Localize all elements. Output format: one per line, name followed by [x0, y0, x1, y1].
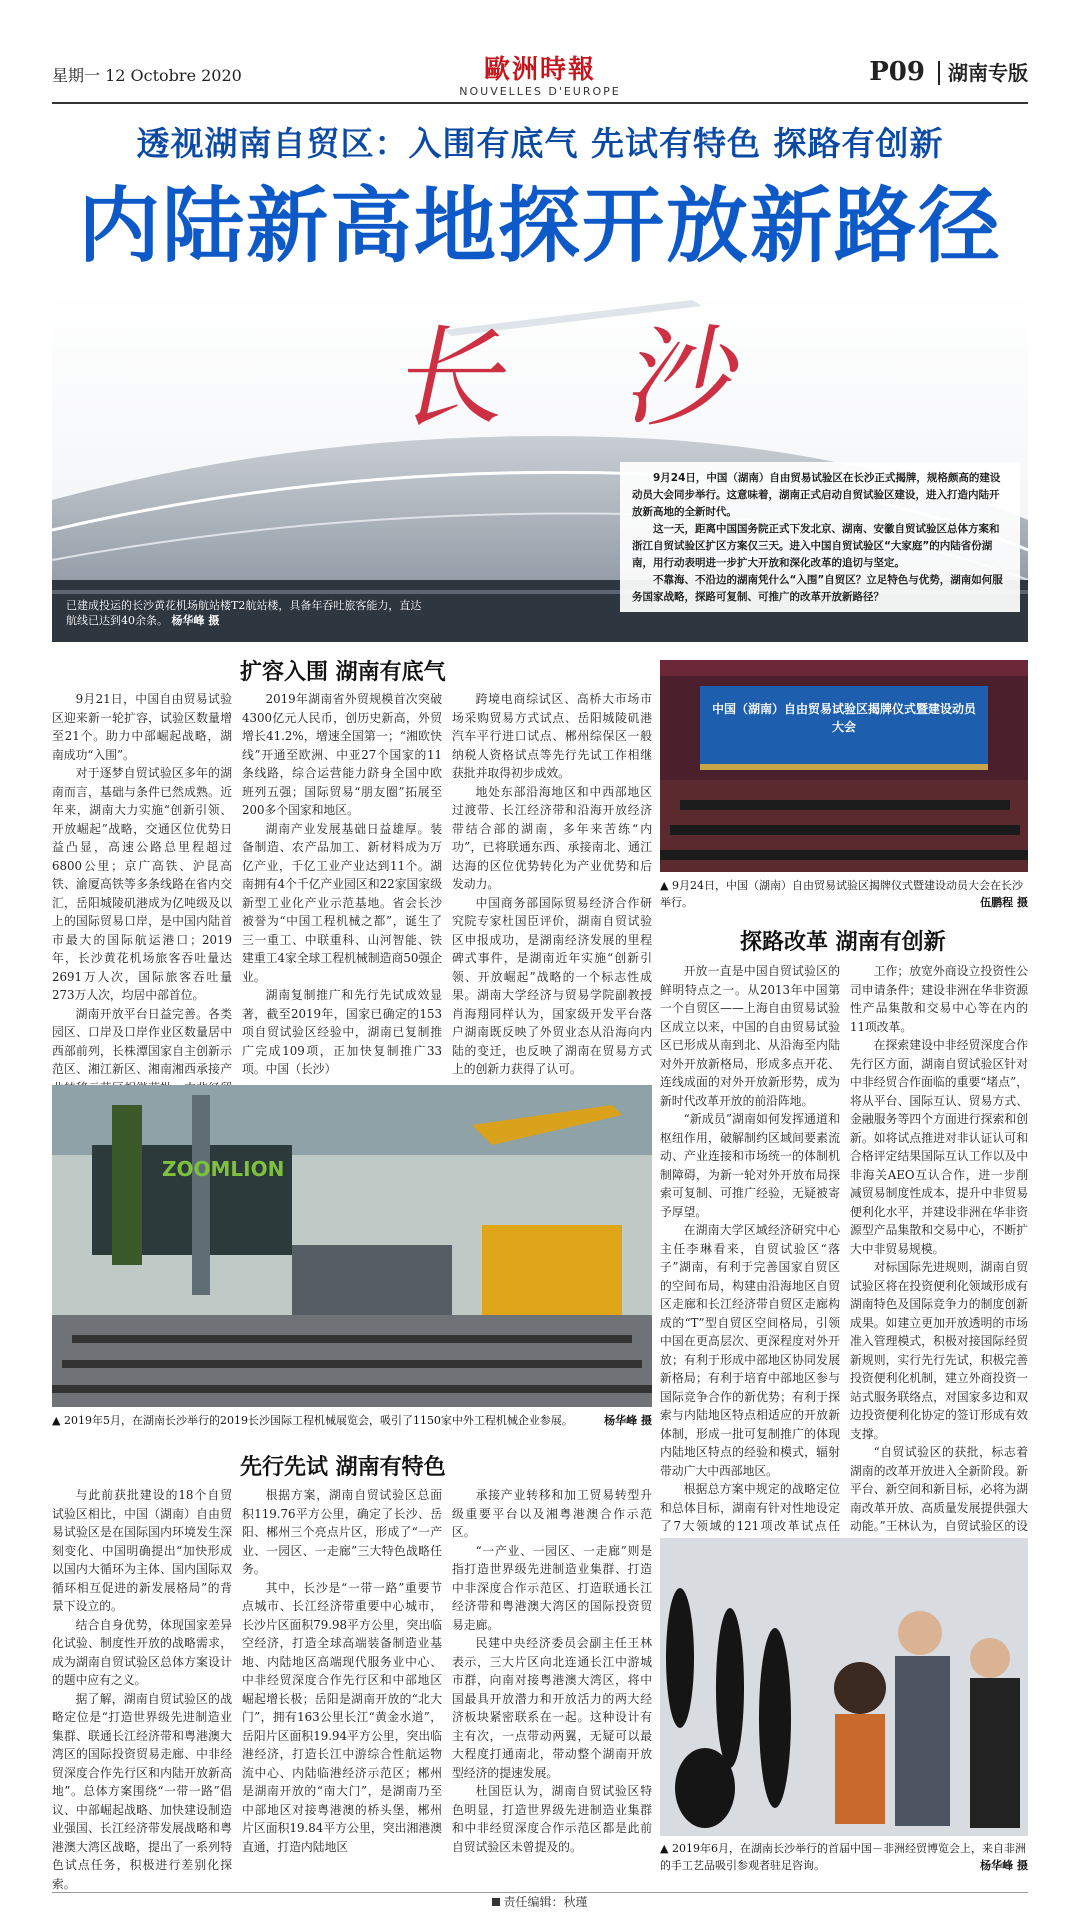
section-title-reform: 探路改革 湖南有创新: [740, 930, 946, 955]
article-column: [660, 962, 840, 1591]
paragraph: 湖南产业发展基础日益雄厚。装备制造、农产品加工、新材料成为万亿产业，千亿工业产业达到11个。湖南拥有4个千亿产业园区和22家国家级新型工业化产业示范基地。省会长沙被誉为“中国工程机械之都”，诞生了三一重工、中联重科、山河智能、铁建重工4家全球工程机械制造商50强企业。: [242, 821, 442, 984]
paragraph: “自贸试验区的获批，标志着湖南的改革开放进入全新阶段。新平台、新空间和新目标，必将为湖南改革开放、高质量发展提供强大动能。”王林认为，自贸试验区的设: [850, 1445, 1028, 1533]
masthead-divider: [52, 102, 1028, 104]
editor-credit: 责任编辑：秋瑾: [503, 1895, 588, 1909]
expo-photo-credit: 杨华峰 摄: [604, 1414, 652, 1427]
page-info: [869, 57, 1028, 87]
lead-paragraph: 这一天，距离中国国务院正式下发北京、湖南、安徽自贸试验区总体方案和浙江自贸试验区扩区方案仅三天。进入中国自贸试验区“大家庭”的内陆省份湖南，用行动表明进一步扩大开放和深化改革的追切与坚定。: [632, 523, 1000, 569]
paragraph: 跨境电商综试区、高桥大市场市场采购贸易方式试点、岳阳城陵矶港汽车平行进口试点、郴州综保区一般纳税人资格试点等先行先试工作相继获批并取得初步成效。: [452, 692, 652, 780]
section-name: 湖南专版: [938, 61, 1028, 85]
logo-subtitle: NOUVELLES D'EUROPE: [459, 85, 621, 98]
sub-headline: 透视湖南自贸区：入围有底气 先试有特色 探路有创新: [136, 124, 944, 163]
paragraph: 民建中央经济委员会副主任王林表示，三大片区向北连通长江中游城市群，向南对接粤港澳大湾区，将中国最具开放潜力和开放活力的两大经济板块紧密联系在一起。这种设计有主有次，一点带动两翼，无疑可以最大程度打通南北，带动整个湖南开放型经济的提速发展。: [452, 1636, 652, 1780]
paragraph: 湖南开放平台日益完善。各类园区、口岸及口岸作业区数量居中西部前列，长株潭国家自主创新示范区、湘江新区、湘南湘西承接产: [52, 1006, 232, 1076]
paragraph: 对于逐梦自贸试验区多年的湖南而言，基础与条件已然成熟。近年来，湖南大力实施“创新引领、开放崛起”战略，交通区位优势日益凸显，高速公路总里程超过6800公里；京广高铁、沪昆高铁、渝厦高铁等多条线路在省内交汇，岳阳城陵矶港成为亿吨级及以上的国际贸易口岸，是中国内陆首市最大的国际航运港口；2019年，长沙黄花机场旅客吞吐量达2691万人次，国际旅客吞吐量273万人次，均居中部首位。: [52, 766, 232, 1002]
newspaper-logo: [440, 55, 640, 98]
paragraph: 对标国际先进规则，湖南自贸试验区将在投资便利化领域形成有湖南特色及国际竞争力的制度创新成果。如建立更加开放透明的市场准入管理模式，积极对接国际经贸新规则，实行先行先试，积极完善投资便利化机制，建立外商投资一站式服务联络点，对国家多边和双边投资便利化协定的签订形成有效支撑。: [850, 1260, 1028, 1441]
paragraph: 开放一直是中国自贸试验区的鲜明特点之一。从2013年中国第一个自贸区——上海自由贸易试验区成立以来，中国的自由贸易试验区已形成从南到北、从沿海至内陆对外开放新格局，形成多点开花、连线成面的对外开放新形势，成为新时代改革开放的前沿阵地。: [660, 964, 840, 1108]
paragraph: 地处东部沿海地区和中西部地区过渡带、长江经济带和沿海开放经济带结合部的湖南，多年来苦练“内功”，已将联通东西、承接南北、通江达海的区位优势转化为产业优势和后发动力。: [452, 784, 652, 891]
article-column: [452, 1486, 652, 1856]
africa-expo-caption: ▲ 2019年6月，在湖南长沙举行的首届中国－非洲经贸博览会上，来自非洲的手工艺品吸引参观者驻足咨询。 杨华峰 摄: [660, 1842, 1028, 1872]
paragraph: 湖南复制推广和先行先试成效显著，截至2019年，国家已确定的153项自贸试验区经验中，湖南已复制推广完成109项，正加快复制推广33项。中国（长沙）: [242, 988, 442, 1076]
paragraph: 在湖南大学区域经济研究中心主任李琳看来，自贸试验区“落子”湖南，有利于完善国家自贸区的空间布局，构建由沿海地区自贸区走廊和长江经济带自贸区走廊构成的“T”型自贸区空间格局，引领中国在更高层次、更深程度对外开放；有利于形成中部地区协同发展新格局；有利于培育中部地区参与国际竞争合作的新优势；有利于探索与内陆地区特点相适应的开放新体制，形成一批可复制推广的体现内陆地区特点的经验和模式，辐射带动广大中西部地区。: [660, 1223, 840, 1478]
africa-expo-illustration: [660, 1538, 1028, 1836]
machinery-expo-photo: [52, 1085, 652, 1407]
paragraph: 结合自身优势，体现国家差异化试验、制度性开放的战略需求，成为湖南自贸试验区总体方案设计的题中应有之义。: [52, 1617, 232, 1687]
lead-paragraph: 9月24日，中国（湖南）自由贸易试验区在长沙正式揭牌，规格颇高的建设动员大会同步举行。这意味着，湖南正式启动自贸试验区建设，进入打造内陆开放新高地的全新时代。: [632, 472, 1001, 518]
conference-banner-text: 中国（湖南）自由贸易试验区揭牌仪式暨建设动员大会: [711, 702, 976, 734]
square-bullet-icon: [492, 1898, 500, 1906]
changsha-calligraphy: 长沙: [386, 314, 874, 442]
conference-illustration: [660, 660, 1028, 872]
hero-photo-credit: 杨华峰 摄: [171, 614, 220, 627]
issue-date: 星期一 12 Octobre 2020: [52, 66, 242, 85]
hero-photo: [52, 290, 1028, 642]
paragraph: 承接产业转移和加工贸易转型升级重要平台以及湘粤港澳合作示范区。: [452, 1488, 652, 1539]
paragraph: 根据方案，湖南自贸试验区总面积119.76平方公里，确定了长沙、岳阳、郴州三个亮点片区，形成了“一产业、一园区、一走廊”三大特色战略任务。: [242, 1488, 442, 1576]
article-column: [850, 962, 1028, 1610]
article-column: [242, 1486, 442, 1856]
page-number: P09: [869, 57, 925, 87]
lead-summary-box: [620, 462, 1020, 612]
article-column: [52, 690, 232, 1116]
paragraph: 9月21日，中国自由贸易试验区迎来新一轮扩容，试验区数量增至21个。助力中部崛起战略，湖南成功“入围”。: [52, 692, 232, 762]
africa-expo-photo: [660, 1538, 1028, 1836]
section-title-pilot: 先行先试 湖南有特色: [240, 1455, 446, 1480]
paragraph: 杜国臣认为，湖南自贸试验区特色明显，打造世界级先进制造业集群和中非经贸深度合作示范区都是此前自贸试验区未曾提及的。: [452, 1784, 652, 1854]
hero-caption: 已建成投运的长沙黄花机场航站楼T2航站楼，具备年吞吐旅客能力，直达航线已达到40余条。 杨华峰 摄: [66, 599, 422, 627]
section-title-expansion: 扩容入围 湖南有底气: [240, 660, 446, 685]
paragraph: 工作；放宽外商设立投资性公司申请条件；建设非洲在华非资源性产品集散和交易中心等在内的11项改革。: [850, 964, 1028, 1034]
conference-photo: [660, 660, 1028, 872]
africa-photo-credit: 杨华峰 摄: [980, 1859, 1028, 1872]
expo-caption: ▲ 2019年5月，在湖南长沙举行的2019长沙国际工程机械展览会，吸引了1150家中外工程机械企业参展。 杨华峰 摄: [52, 1414, 652, 1427]
zoomlion-sign: ZOOMLION: [162, 1157, 285, 1181]
lead-paragraph: 不靠海、不沿边的湖南凭什么“入围”自贸区？立足特色与优势，湖南如何服务国家战略，探路可复制、可推广的改革开放新路径？: [632, 574, 1003, 603]
main-headline: 内陆新高地探开放新路径: [77, 179, 1002, 274]
expo-illustration: [52, 1085, 652, 1407]
paragraph: 中国商务部国际贸易经济合作研究院专家杜国臣评价，湖南自贸试验区申报成功，是湖南经济发展的里程碑式事件，是湖南近年实施“创新引领、开放崛起”战略的一个标志性成果。湖南大学经济与贸易学院副教授肖海翔同样认为，国家级开发平台落户湖南既反映了外贸业态从沿海向内陆的变迁，也反映了湖南在贸易方式上的创新力获得了认可。: [452, 895, 652, 1076]
paragraph: 2019年湖南省外贸规模首次突破4300亿元人民币，创历史新高，外贸增长41.2%，增速全国第一；“湘欧快线”开通至欧洲、中亚27个国家的11条线路，综合运营能力跻身全国中欧班列五强；国际贸易“朋友圈”拓展至200多个国家和地区。: [242, 692, 442, 817]
article-column: [242, 690, 442, 1079]
footer: [0, 1893, 1080, 1910]
paragraph: 与此前获批建设的18个自贸试验区相比，中国（湖南）自由贸易试验区是在国际国内环境发生深刻变化、中国明确提出“加快形成以国内大循环为主体、国内国际双循环相互促进的新发展格局”的背景下设立的。: [52, 1488, 232, 1613]
paragraph: “新成员”湖南如何发挥通道和枢纽作用，破解制约区域间要素流动、产业连接和市场统一的体制机制障碍，为新一轮对外开放布局探索可复制、可推广经验，无疑被寄予厚望。: [660, 1112, 840, 1219]
conference-photo-credit: 伍鹏程 摄: [980, 896, 1028, 909]
article-column: [452, 690, 652, 1079]
masthead: [52, 55, 1028, 99]
conference-caption: ▲ 9月24日，中国（湖南）自由贸易试验区揭牌仪式暨建设动员大会在长沙举行。 伍鹏程 摄: [660, 879, 1028, 909]
paragraph: 其中，长沙是“一带一路”重要节点城市、长江经济带重要中心城市，长沙片区面积79.98平方公里，突出临空经济，打造全球高端装备制造业基地、内陆地区高端现代服务业中心、中非经贸深度合作先行区和中部地区崛起增长极；岳阳是湖南开放的“北大门”，拥有163公里长江“黄金水道”，岳阳片区面积19.94平方公里，突出临港经济，打造长江中游综合性航运物流中心、内陆临港经济示范区；郴州是湖南开放的“南大门”，是湖南乃至中部地区对接粤港澳的桥头堡，郴州片区面积19.84平方公里，突出湘港澳直通，打造内陆地区: [242, 1580, 442, 1854]
paragraph: 据了解，湖南自贸试验区的战略定位是“打造世界级先进制造业集群、联通长江经济带和粤港澳大湾区的国际投资贸易走廊、中非经贸深度合作先行区和内陆开放新高地”。总体方案围绕“一带一路”倡议、中部崛起战略、加快建设制造业强国、长江经济带发展战略和粤港澳大湾区战略，提出了一系列特色试点任务，积极进行差别化探索。: [52, 1691, 232, 1891]
article-column: [52, 1486, 232, 1893]
paragraph: 在探索建设中非经贸深度合作先行区方面，湖南自贸试验区针对中非经贸合作面临的重要“堵点”，将从平台、国际互认、贸易方式、金融服务等四个方面进行探索和创新。如将试点推进对非认证认可和合格评定结果国际互认工作以及中非海关AEO互认合作，进一步削减贸易制度性成本，提升中非贸易便利化水平，并建设非洲在华非资源型产品集散和交易中心，不断扩大中非贸易规模。: [850, 1038, 1028, 1256]
logo-text: 歐洲時報: [483, 55, 596, 85]
paragraph: “一产业、一园区、一走廊”则是指打造世界级先进制造业集群、打造中非深度合作示范区、打造联通长江经济带和粤港澳大湾区的国际投资贸易走廊。: [452, 1543, 652, 1632]
paragraph: 根据总方案中规定的战略定位和总体目标，湖南有针对性地设定了7大领域的121项改革试点任: [660, 1482, 840, 1533]
